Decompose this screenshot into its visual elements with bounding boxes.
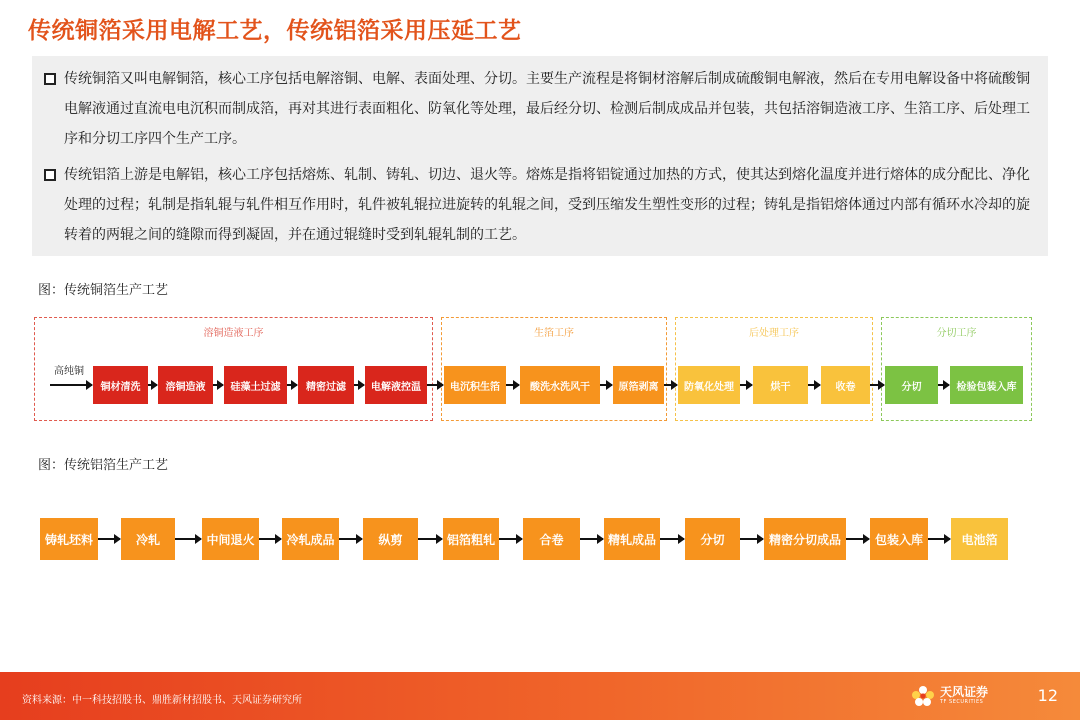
flow-arrow-icon xyxy=(418,538,442,540)
page-title: 传统铜箔采用电解工艺，传统铝箔采用压延工艺 xyxy=(28,18,522,44)
process-step: 检验包装入库 xyxy=(950,366,1023,404)
process-step: 中间退火 xyxy=(202,518,259,560)
aluminum-foil-paragraph xyxy=(44,160,1038,250)
process-step: 原箔剥离 xyxy=(613,366,664,404)
copper-foil-paragraph xyxy=(44,64,1038,154)
process-step: 冷轧成品 xyxy=(282,518,339,560)
process-step: 精密分切成品 xyxy=(764,518,846,560)
process-step: 包装入库 xyxy=(870,518,928,560)
flow-arrow-icon xyxy=(354,384,364,386)
copper-input-label: 高纯铜 xyxy=(54,366,84,377)
process-step: 冷轧 xyxy=(121,518,175,560)
process-step: 铸轧坯料 xyxy=(40,518,98,560)
flow-arrow-icon xyxy=(339,538,362,540)
checkbox-bullet-icon xyxy=(44,73,56,85)
process-group-label: 后处理工序 xyxy=(749,328,799,339)
process-step: 硅藻土过滤 xyxy=(224,366,287,404)
process-step: 酸洗水洗风干 xyxy=(520,366,600,404)
copper-figure-caption: 图：传统铜箔生产工艺 xyxy=(38,283,169,298)
flow-arrow-icon xyxy=(427,384,443,386)
process-step: 收卷 xyxy=(821,366,870,404)
flow-arrow-icon xyxy=(740,538,763,540)
process-step: 精轧成品 xyxy=(604,518,660,560)
process-step: 电池箔 xyxy=(951,518,1008,560)
process-step: 纵剪 xyxy=(363,518,418,560)
company-logo xyxy=(910,680,1010,714)
flow-arrow-icon xyxy=(506,384,519,386)
flow-arrow-icon xyxy=(600,384,612,386)
aluminum-figure-caption: 图：传统铝箔生产工艺 xyxy=(38,458,169,473)
flow-arrow-icon xyxy=(870,384,884,386)
process-step: 溶铜造液 xyxy=(158,366,213,404)
copper-foil-text: 传统铜箔又叫电解铜箔，核心工序包括电解溶铜、电解、表面处理、分切。主要生产流程是将铜材溶解后制成硫酸铜电解液，然后在专用电解设备中将硫酸铜电解液通过直流电电沉积而制成箔，再对其进行表面粗化、防氧化等处理，最后经分切、检测后制成成品并包装，共包括溶铜造液工序、生箔工序、后处理工序和分切工序四个生产工序。 xyxy=(64,71,1030,147)
summary-text-box xyxy=(32,56,1048,256)
flow-arrow-icon xyxy=(740,384,752,386)
process-group-label: 分切工序 xyxy=(936,328,977,339)
flow-arrow-icon xyxy=(846,538,869,540)
process-step: 分切 xyxy=(885,366,938,404)
flow-arrow-icon xyxy=(808,384,820,386)
flow-arrow-icon xyxy=(664,384,677,386)
flow-arrow-icon xyxy=(499,538,522,540)
process-step: 分切 xyxy=(685,518,740,560)
flow-arrow-icon xyxy=(580,538,603,540)
process-step: 电沉积生箔 xyxy=(444,366,506,404)
source-note: 资料来源：中一科技招股书、鼎胜新材招股书、天风证券研究所 xyxy=(22,695,302,706)
checkbox-bullet-icon xyxy=(44,169,56,181)
process-step: 铜材清洗 xyxy=(93,366,148,404)
flow-arrow-icon xyxy=(175,538,201,540)
flow-arrow-icon xyxy=(259,538,281,540)
process-group-label: 生箔工序 xyxy=(534,328,574,339)
flow-arrow-icon xyxy=(213,384,223,386)
logo-text: 天风证券 xyxy=(940,685,989,699)
process-step: 铝箔粗轧 xyxy=(443,518,499,560)
page-number: 12 xyxy=(1037,686,1058,705)
flow-arrow-icon xyxy=(660,538,684,540)
flow-arrow-icon xyxy=(98,538,120,540)
flower-logo-icon xyxy=(910,682,936,710)
flow-arrow-icon xyxy=(928,538,950,540)
footer-bar xyxy=(0,672,1080,720)
logo-english-text: TF SECURITIES xyxy=(940,699,984,705)
flow-arrow-icon xyxy=(287,384,297,386)
process-step: 防氧化处理 xyxy=(678,366,740,404)
process-group-label: 溶铜造液工序 xyxy=(203,328,264,339)
process-step: 合卷 xyxy=(523,518,580,560)
aluminum-foil-text: 传统铝箔上游是电解铝，核心工序包括熔炼、轧制、铸轧、切边、退火等。熔炼是指将铝锭通过加热的方式，使其达到熔化温度并进行熔体的成分配比、净化处理的过程；轧制是指轧辊与轧件相互作用时，轧件被轧辊拉进旋转的轧辊之间，受到压缩发生塑性变形的过程；铸轧是指铝熔体通过内部有循环水冷却的旋转着的两辊之间的缝隙而得到凝固，并在通过辊缝时受到轧辊轧制的工艺。 xyxy=(64,167,1030,243)
flow-arrow-icon xyxy=(938,384,949,386)
process-step: 精密过滤 xyxy=(298,366,354,404)
flow-arrow-icon xyxy=(148,384,157,386)
flow-arrow-icon xyxy=(50,384,92,386)
process-step: 烘干 xyxy=(753,366,808,404)
aluminum-process-flow xyxy=(0,518,1080,562)
process-step: 电解液控温 xyxy=(365,366,427,404)
copper-process-flow xyxy=(0,317,1080,425)
